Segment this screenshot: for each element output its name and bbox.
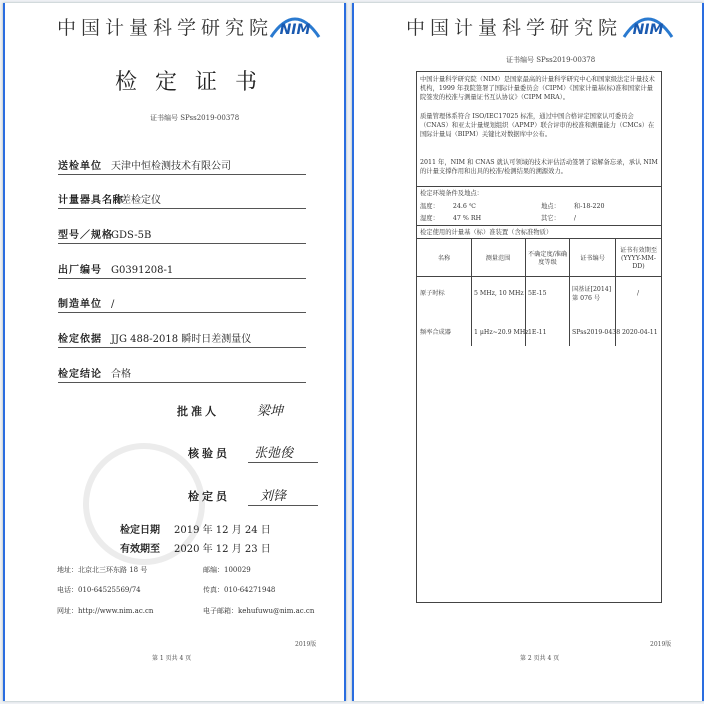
document-title: 检定证书 [115, 70, 276, 95]
field-label: 制造单位 [58, 299, 102, 310]
env-label: 湿度： [420, 215, 439, 222]
valid-until-date [120, 540, 271, 555]
page-number: 第 1 页共 4 页 [152, 655, 192, 662]
table-header: 名称 [437, 255, 451, 262]
env-label: 地点： [541, 203, 560, 210]
field-basis [58, 331, 306, 348]
field-value: 日差检定仪 [111, 195, 161, 206]
other-conditions [541, 213, 576, 222]
signature-image: 梁坤 [257, 404, 284, 419]
edition-label: 2019版 [295, 641, 317, 648]
page-number: 第 2 页共 4 页 [520, 655, 560, 662]
certificate-number: 证书编号 SPss2019-00378 [506, 56, 596, 64]
contact-website: 网址：http://www.nim.ac.cn [57, 607, 154, 615]
signature-label: 批准人 [177, 405, 219, 418]
temperature [420, 201, 476, 210]
nim-logo-icon [267, 7, 323, 41]
institute-name: 中国计量科学研究院 [57, 17, 274, 39]
intro-paragraph: 2011 年，NIM 和 CNAS 就认可领域的技术评估活动签署了谅解备忘录，承认 NIM 的计量支撑作用和出具的校准/检测结果的溯源效力。 [420, 159, 658, 176]
field-conclusion [58, 366, 306, 383]
contact-fax: 传真：010-64271948 [203, 586, 276, 594]
table-cell: 5E-15 [528, 290, 547, 297]
env-value: / [573, 215, 577, 222]
inspection-date [120, 521, 271, 536]
certificate-page-1 [3, 3, 346, 701]
table-cell: SPss2019-0438 [572, 329, 621, 336]
date-value: 2019 年 12 月 24 日 [174, 525, 271, 536]
contact-email: 电子邮箱：kehufuwu@nim.ac.cn [203, 607, 315, 615]
certificate-page-2 [352, 3, 704, 701]
environment-title: 检定环境条件及地点： [420, 190, 483, 197]
certificate-number: 证书编号 SPss2019-00378 [150, 114, 240, 122]
humidity [420, 213, 481, 222]
field-serial [58, 262, 306, 279]
field-value: JJG 488-2018 瞬时日差测量仪 [111, 334, 252, 345]
table-header: 测量范围 [485, 255, 511, 262]
certificate-info-box [416, 71, 662, 603]
nim-logo-icon [620, 7, 676, 41]
table-cell: / [637, 290, 640, 297]
field-label: 出厂编号 [58, 265, 102, 276]
edition-label: 2019版 [650, 641, 672, 648]
field-label: 检定依据 [58, 334, 102, 345]
table-header: 证书有效期至 (YYYY-MM-DD) [619, 247, 658, 270]
intro-paragraph: 中国计量科学研究院（NIM）是国家最高的计量科学研究中心和国家级法定计量技术机构，1999 年我院签署了国际计量委员会（CIPM）《国家计量基(标)准和国家计量院签发的校准与测量证书互认协议》（CIPM MRA）。 [420, 76, 655, 102]
field-label: 检定结论 [58, 369, 102, 380]
contact-address: 地址：北京北三环东路 18 号 [57, 566, 148, 574]
table-cell: 5 MHz, 10 MHz [474, 290, 524, 297]
table-header: 不确定度/准确度等级 [527, 251, 568, 266]
table-cell: 国基证[2014] 第 076 号 [572, 286, 612, 302]
institute-name: 中国计量科学研究院 [406, 17, 623, 39]
table-cell: 1E-11 [528, 329, 547, 336]
signature-label: 检定员 [188, 490, 230, 503]
field-manufacturer [58, 296, 306, 313]
field-value: GDS-5B [111, 230, 152, 241]
env-label: 其它： [541, 215, 560, 222]
signature-approver [177, 401, 317, 421]
field-value: 天津中恒检测技术有限公司 [111, 161, 231, 172]
field-value: / [111, 299, 115, 310]
env-label: 温度： [420, 203, 439, 210]
field-value: 合格 [111, 369, 131, 380]
signature-image: 刘锋 [260, 489, 287, 504]
nim-logo-text: NIM [279, 22, 311, 38]
field-client [58, 158, 306, 175]
table-cell: 1 μHz~20.9 MHz [474, 329, 529, 336]
location [541, 201, 604, 210]
table-header: 证书编号 [580, 255, 605, 262]
table-cell: 原子时标 [420, 290, 445, 297]
standards-title: 检定使用的计量基（标）准装置（含标准物质） [420, 229, 553, 236]
env-value: 47 % RH [452, 215, 482, 222]
field-label: 型号／规格 [58, 230, 113, 241]
contact-phone: 电话：010-64525569/74 [57, 586, 141, 594]
date-label: 检定日期 [120, 525, 160, 536]
field-value: G0391208-1 [111, 265, 174, 276]
field-instrument-name [58, 192, 306, 209]
field-label: 送检单位 [58, 161, 102, 172]
date-label: 有效期至 [120, 544, 160, 555]
signature-image: 张弛俊 [254, 446, 294, 461]
table-cell: 2020-04-11 [622, 329, 658, 336]
table-cell: 频率合成器 [420, 329, 451, 336]
signature-label: 核验员 [188, 447, 230, 460]
signature-inspector [188, 486, 318, 506]
field-label: 计量器具名称 [58, 195, 124, 206]
signature-verifier [188, 443, 318, 463]
env-value: 和-18-220 [573, 203, 605, 210]
contact-postcode: 邮编：100029 [203, 566, 251, 574]
intro-paragraph: 质量管理体系符合 ISO/IEC17025 标准，通过中国合格评定国家认可委员会（CNAS）和亚太计量规划组织（APMP）联合评审的校准和测量能力（CMCs）在国际计量局（BIPM）关键比对数据库中公布。 [420, 113, 655, 139]
env-value: 24.6 ℃ [452, 203, 476, 210]
nim-logo-text: NIM [632, 22, 664, 38]
field-model [58, 227, 306, 244]
date-value: 2020 年 12 月 23 日 [174, 544, 271, 555]
